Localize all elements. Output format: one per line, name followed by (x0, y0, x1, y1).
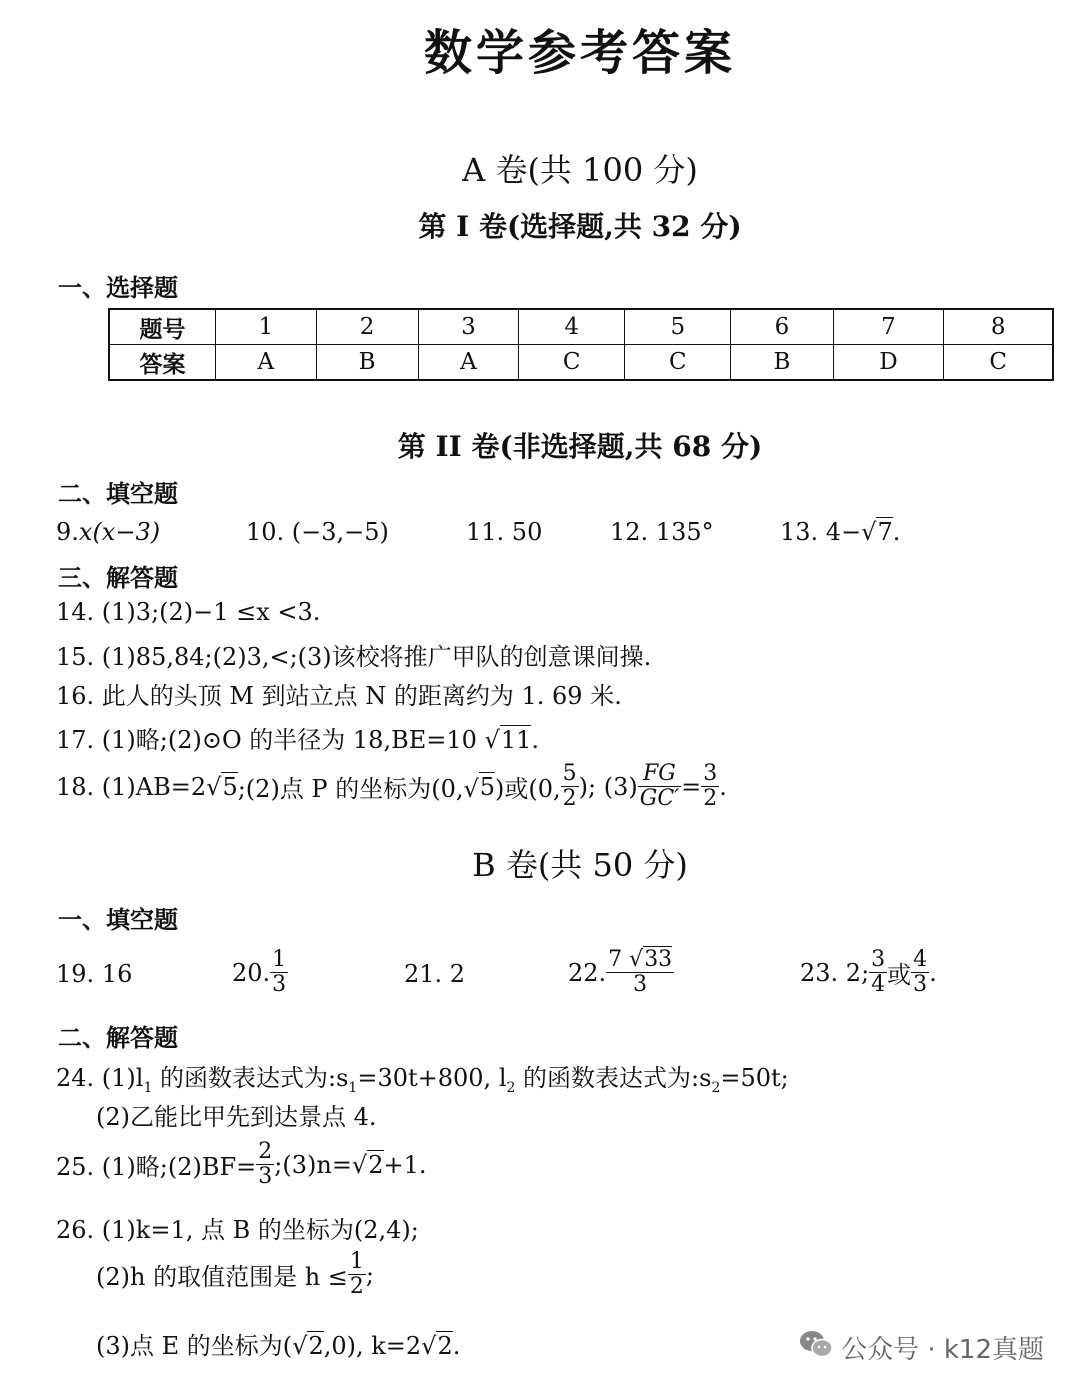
q17-end: . (531, 726, 539, 754)
table-cell: 7 (833, 309, 944, 345)
q18-radicand2: 5 (479, 773, 496, 802)
volume-a-heading: A 卷(共 100 分) (462, 151, 698, 189)
answer-q17 (56, 720, 539, 755)
answer-q21: 21. 2 (404, 960, 466, 988)
q18-fraction1: $\frac{5}{2}$ (562, 761, 577, 812)
table-cell: B (316, 345, 418, 381)
table-cell: 8 (944, 309, 1053, 345)
table-cell: C (944, 345, 1053, 381)
q26-l2-text: (2)h 的取值范围是 h ≤ (96, 1263, 348, 1292)
q26-fraction: $\frac{1}{2}$ (349, 1249, 364, 1300)
q13-radicand: 7 (877, 518, 893, 546)
answer-q23 (800, 948, 937, 997)
section-solve-heading: 三、解答题 (58, 564, 178, 592)
answer-q26-line3: (3)点 E 的坐标为(√2,0), k=2√2. (96, 1332, 461, 1360)
table-cell: A (418, 345, 519, 381)
section-b-solve-heading: 二、解答题 (58, 1024, 178, 1052)
q17-text: 17. (1)略;(2)⊙O 的半径为 18,BE=10 √ (56, 726, 500, 754)
q18-part2: ;(2)点 P 的坐标为(0,√ (237, 775, 479, 804)
q23-end: . (929, 958, 937, 987)
answer-q9 (56, 518, 160, 546)
q18-end: . (719, 772, 727, 801)
volume-b-heading: B 卷(共 50 分) (472, 846, 688, 884)
answer-q20 (232, 948, 288, 997)
table-cell: 1 (216, 309, 317, 345)
table-row-numbers (109, 309, 1053, 345)
table-cell: C (625, 345, 731, 381)
watermark (799, 1329, 1044, 1366)
section-choice-heading: 一、选择题 (58, 274, 178, 302)
answer-q25 (56, 1140, 427, 1189)
q13-end: . (892, 518, 901, 546)
answer-q22 (568, 948, 674, 997)
table-cell: A (216, 345, 317, 381)
q26-l2-end: ; (365, 1260, 374, 1289)
table-cell: 4 (519, 309, 625, 345)
page-title: 数学参考答案 (423, 25, 736, 81)
q18-equals: = (681, 772, 702, 801)
q9-number: 9. (56, 518, 79, 546)
q22-fraction: $\frac{7 √33}{3}$ (608, 947, 673, 998)
answer-q11: 11. 50 (466, 518, 543, 546)
table-cell: 3 (418, 309, 519, 345)
table-cell: 6 (731, 309, 833, 345)
q18-fraction2: $\frac{FG}{GC'}$ (639, 761, 680, 812)
q18-fraction3: $\frac{3}{2}$ (703, 761, 718, 812)
table-head-answer: 答案 (109, 345, 216, 381)
q25-end: +1. (383, 1150, 427, 1179)
section-b-fill-heading: 一、填空题 (58, 906, 178, 934)
q23-fraction1: $\frac{3}{4}$ (871, 947, 886, 998)
answer-q13 (780, 518, 900, 546)
q23-or: 或 (887, 961, 912, 990)
answer-q10: 10. (−3,−5) (246, 518, 389, 546)
table-cell: 5 (625, 309, 731, 345)
answer-q19: 19. 16 (56, 960, 133, 988)
part2-heading: 第 II 卷(非选择题,共 68 分) (397, 430, 763, 463)
answer-table (108, 308, 1054, 381)
q22-number: 22. (568, 958, 607, 987)
answer-q18 (56, 762, 727, 811)
q20-number: 20. (232, 958, 271, 987)
q9-value: x(x−3) (78, 518, 161, 546)
table-cell: 2 (316, 309, 418, 345)
q23-text: 23. 2; (800, 958, 870, 987)
q23-fraction2: $\frac{4}{3}$ (913, 947, 928, 998)
q20-fraction: $\frac{1}{3}$ (272, 947, 287, 998)
q18-radicand1: 5 (222, 773, 238, 802)
wechat-icon (799, 1329, 833, 1366)
watermark-text: 公众号 · k12真题 (841, 1335, 1044, 1365)
table-cell: D (833, 345, 944, 381)
answer-q26-line2 (96, 1250, 374, 1299)
q13-text: 13. 4−√ (780, 518, 877, 546)
answer-q14: 14. (1)3;(2)−1 ≤x <3. (56, 598, 321, 626)
answer-q26-line1: 26. (1)k=1, 点 B 的坐标为(2,4); (56, 1216, 419, 1244)
q25-fraction: $\frac{2}{3}$ (258, 1139, 273, 1190)
section-fill-heading: 二、填空题 (58, 480, 178, 508)
answer-q15: 15. (1)85,84;(2)3,<;(3)该校将推广甲队的创意课间操. (56, 643, 652, 671)
table-row-answers (109, 345, 1053, 381)
q25-part2: ;(3)n=√ (274, 1150, 368, 1179)
q18-part4: ); (3) (578, 772, 638, 801)
part1-heading: 第 I 卷(选择题,共 32 分) (418, 210, 742, 243)
answer-q24-line1: 24. $(1)l_1$ 的函数表达式为$:s_1=30t+800$, $l_2$ 的函数表达式为$:s_2=50t$; (56, 1064, 789, 1096)
table-cell: C (519, 345, 625, 381)
q18-part1: 18. (1)AB=2√ (56, 772, 222, 801)
q25-part1: 25. (1)略;(2)BF= (56, 1153, 257, 1182)
q25-radicand: 2 (368, 1151, 384, 1180)
q18-part3: )或(0, (495, 775, 561, 804)
table-head-number: 题号 (109, 309, 216, 345)
answer-q16: 16. 此人的头顶 M 到站立点 N 的距离约为 1. 69 米. (56, 682, 622, 710)
q17-radicand: 11 (500, 726, 532, 754)
table-cell: B (731, 345, 833, 381)
answer-q12: 12. 135° (610, 518, 714, 546)
answer-q24-line2: (2)乙能比甲先到达景点 4. (96, 1103, 377, 1131)
